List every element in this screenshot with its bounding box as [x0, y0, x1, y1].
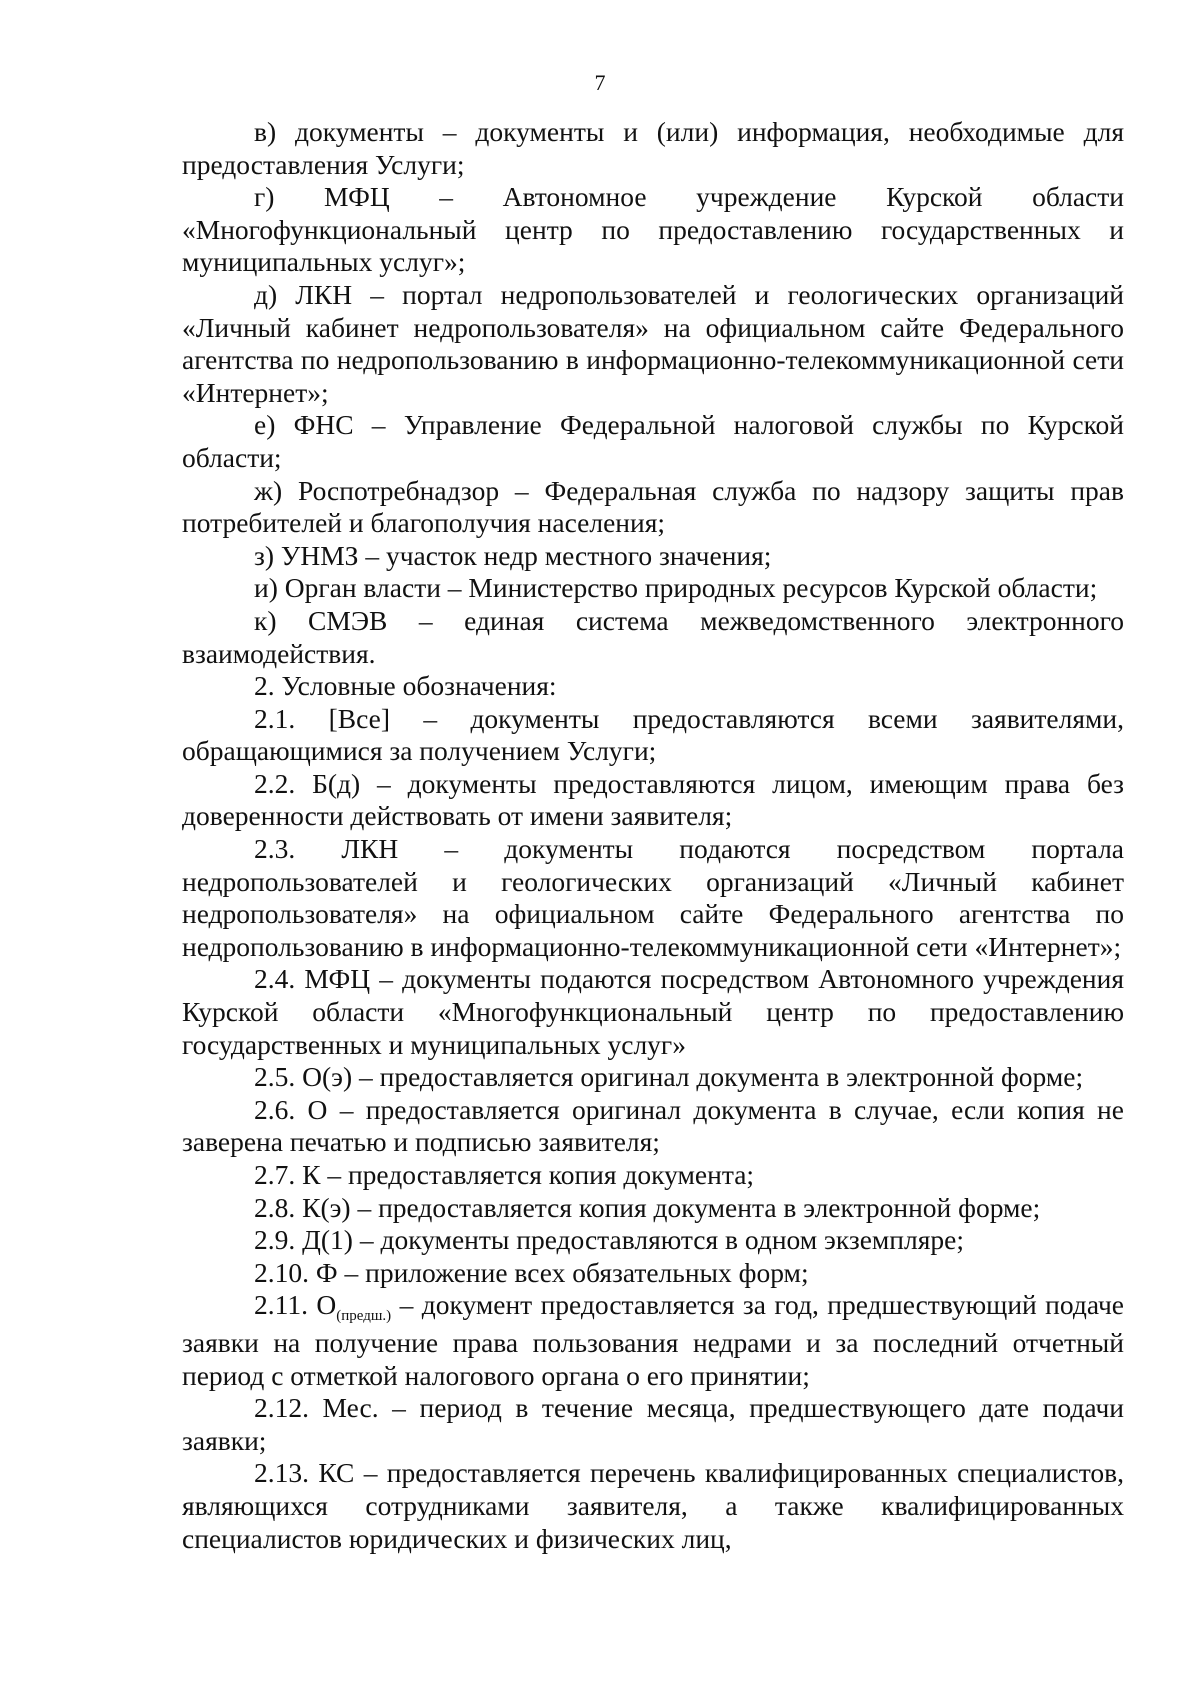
- definition-e-fns: е) ФНС – Управление Федеральной налоговой службы по Курской области;: [182, 409, 1124, 473]
- definition-zh-rospotrebnadzor: ж) Роспотребнадзор – Федеральная служба по надзору защиты прав потребителей и благополучия населения;: [182, 474, 1124, 539]
- notation-2-5: 2.5. О(э) – предоставляется оригинал документа в электронной форме;: [254, 1061, 1084, 1093]
- notation-2-12: 2.12. Мес. – период в течение месяца, предшествующего дате подачи заявки;: [182, 1392, 1124, 1456]
- notation-2-3: 2.3. ЛКН – документы подаются посредством портала недропользователей и геологических организаций «Личный кабинет недропользователя» на официальном сайте Федерального агентства по недропользованию в информационно-телекоммуникационной сети «Интернет»;: [182, 833, 1124, 962]
- section-heading-notations: 2. Условные обозначения:: [254, 670, 557, 702]
- definition-z-unmz: з) УНМЗ – участок недр местного значения;: [254, 539, 772, 571]
- notation-2-1: 2.1. [Все] – документы предоставляются всеми заявителями, обращающимися за получением Услуги;: [182, 702, 1124, 767]
- document-body: [182, 116, 1124, 1555]
- notation-2-11: [182, 1289, 1124, 1392]
- notation-2-10: 2.10. Ф – приложение всех обязательных форм;: [254, 1256, 809, 1288]
- notation-2-11-subscript: (предш.): [336, 1308, 392, 1325]
- notation-2-9: 2.9. Д(1) – документы предоставляются в одном экземпляре;: [254, 1224, 964, 1256]
- notation-2-6: 2.6. О – предоставляется оригинал документа в случае, если копия не заверена печатью и подписью заявителя;: [182, 1093, 1124, 1158]
- notation-2-8: 2.8. К(э) – предоставляется копия документа в электронной форме;: [254, 1191, 1041, 1223]
- page-number: 7: [594, 70, 606, 95]
- definition-d-lkn: д) ЛКН – портал недропользователей и геологических организаций «Личный кабинет недропользователя» на официальном сайте Федерального агентства по недропользованию в информационно-телекоммуникационной сети «Интернет»;: [182, 278, 1124, 408]
- definition-k-smev: к) СМЭВ – единая система межведомственного электронного взаимодействия.: [182, 604, 1124, 669]
- definition-g-mfc: г) МФЦ – Автономное учреждение Курской области «Многофункциональный центр по предоставлению государственных и муниципальных услуг»;: [182, 181, 1124, 278]
- notation-2-2: 2.2. Б(д) – документы предоставляются лицом, имеющим права без доверенности действовать от имени заявителя;: [182, 767, 1124, 832]
- notation-2-13: 2.13. КС – предоставляется перечень квалифицированных специалистов, являющихся сотрудниками заявителя, а также квалифицированных специалистов юридических и физических лиц,: [182, 1457, 1124, 1554]
- definition-i-authority: и) Орган власти – Министерство природных ресурсов Курской области;: [254, 572, 1098, 604]
- definition-v-documents: в) документы – документы и (или) информация, необходимые для предоставления Услуги;: [182, 116, 1124, 180]
- notation-2-4: 2.4. МФЦ – документы подаются посредством Автономного учреждения Курской области «Многофункциональный центр по предоставлению государственных и муниципальных услуг»: [182, 963, 1124, 1060]
- notation-2-7: 2.7. К – предоставляется копия документа;: [254, 1159, 755, 1190]
- notation-2-11-text: – документ предоставляется за год, предшествующий подаче заявки на получение права пользования недрами и за последний отчетный период с отметкой налогового органа о его принятии;: [182, 1289, 1124, 1391]
- notation-2-11-prefix: 2.11. О: [254, 1289, 337, 1321]
